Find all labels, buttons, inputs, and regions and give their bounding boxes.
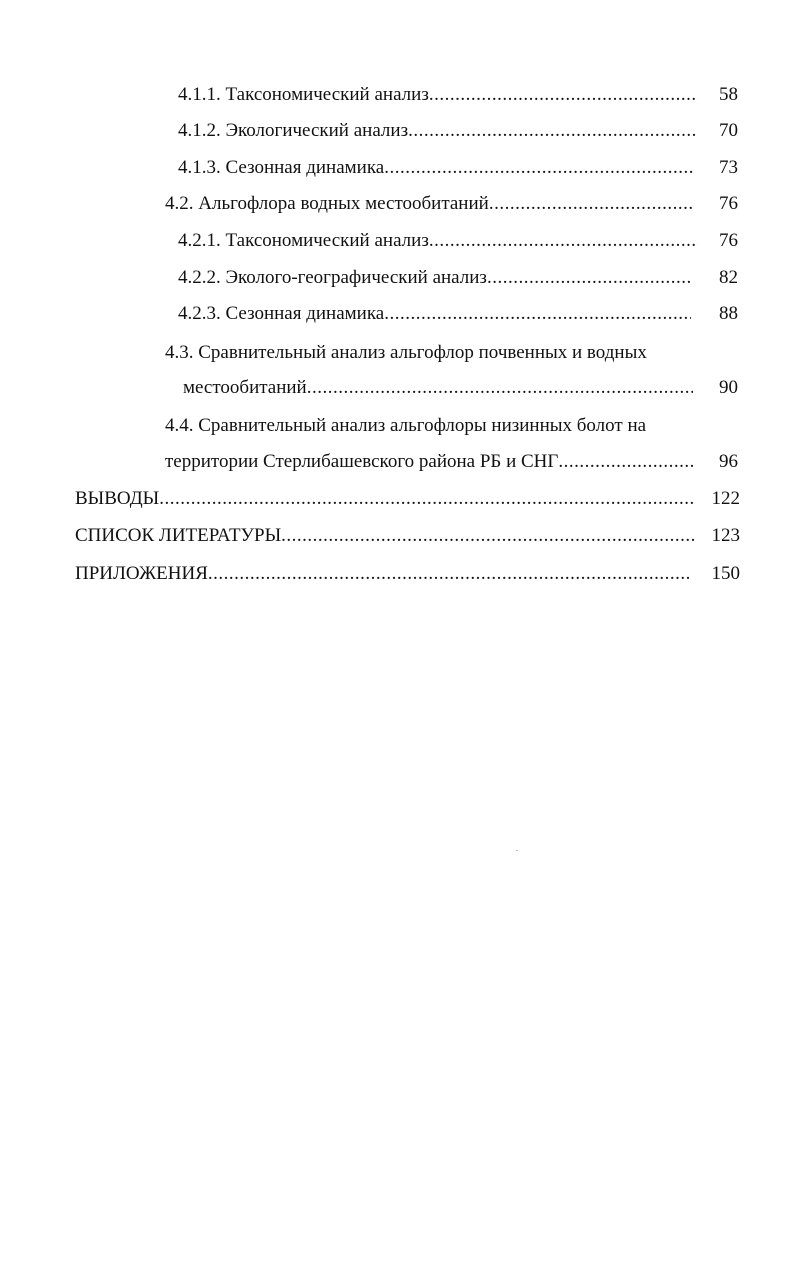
toc-entry-title-line2: местообитаний	[183, 377, 307, 398]
toc-page-number: 76	[719, 193, 738, 214]
toc-page-number: 76	[719, 230, 738, 251]
toc-dot-leader	[307, 373, 693, 403]
toc-page-number: 88	[719, 303, 738, 324]
toc-entry	[75, 484, 740, 514]
toc-entry	[178, 116, 738, 146]
toc-entry-title: 4.1.2. Экологический анализ	[178, 120, 409, 141]
toc-dot-leader	[281, 521, 695, 551]
toc-page-number: 96	[719, 451, 738, 472]
toc-entry	[178, 80, 738, 110]
toc-entry-title-line2: территории Стерлибашевского района РБ и СНГ	[165, 451, 559, 472]
toc-entry	[165, 447, 738, 477]
toc-entry	[178, 226, 738, 256]
toc-entry	[165, 189, 738, 219]
toc-page-number: 150	[711, 563, 740, 584]
toc-entry-title: 4.2. Альгофлора водных местообитаний	[165, 193, 489, 214]
toc-dot-leader	[489, 189, 693, 219]
toc-entry-title-line1: 4.4. Сравнительный анализ альгофлоры низинных болот на	[165, 415, 647, 436]
toc-entry-title: 4.2.2. Эколого-географический анализ	[178, 267, 487, 288]
toc-dot-leader	[384, 299, 691, 329]
toc-entry-title: 4.2.3. Сезонная динамика	[178, 303, 385, 324]
scan-speck	[516, 850, 518, 851]
toc-entry-title: 4.2.1. Таксономический анализ	[178, 230, 429, 251]
toc-dot-leader	[208, 559, 690, 589]
toc-page-number: 70	[719, 120, 738, 141]
toc-dot-leader	[159, 484, 693, 514]
toc-dot-leader	[429, 226, 698, 256]
toc-entry-title-line1: 4.3. Сравнительный анализ альгофлор почвенных и водных	[165, 342, 647, 363]
toc-page-number: 73	[719, 157, 738, 178]
toc-dot-leader	[487, 263, 693, 293]
toc-entry	[178, 263, 738, 293]
toc-dot-leader	[384, 153, 693, 183]
toc-entry-title: ПРИЛОЖЕНИЯ	[75, 563, 208, 584]
toc-entry-title: 4.1.1. Таксономический анализ	[178, 84, 429, 105]
toc-page-number: 90	[719, 377, 738, 398]
toc-page-number: 122	[711, 488, 740, 509]
toc-dot-leader	[408, 116, 698, 146]
toc-page-number: 58	[719, 84, 738, 105]
toc-entry-title: СПИСОК ЛИТЕРАТУРЫ	[75, 525, 282, 546]
toc-entry	[178, 153, 738, 183]
toc-dot-leader	[429, 80, 698, 110]
toc-entry	[75, 521, 740, 551]
toc-dot-leader	[558, 447, 693, 477]
toc-page-number: 82	[719, 267, 738, 288]
toc-page-number: 123	[711, 525, 740, 546]
toc-entry-title: 4.1.3. Сезонная динамика	[178, 157, 385, 178]
toc-entry	[183, 373, 738, 403]
toc-entry-title: ВЫВОДЫ	[75, 488, 160, 509]
toc-entry	[75, 559, 740, 589]
toc-entry	[178, 299, 738, 329]
